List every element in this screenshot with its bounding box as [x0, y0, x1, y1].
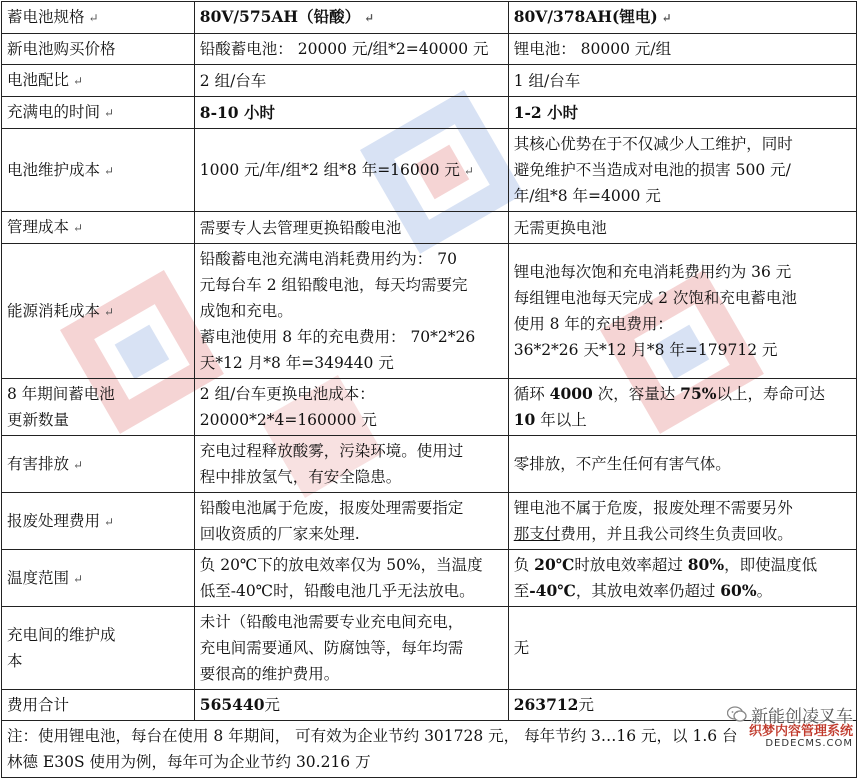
table-row [2, 436, 857, 493]
lead-value: 未计（铅酸电池需要专业充电间充电， 充电间需要通风、防腐蚀等，每年均需 要很高的维护费用。 [194, 607, 508, 690]
row-label: 费用合计 [2, 690, 195, 721]
row-label: 报废处理费用 ↵ [2, 493, 195, 550]
table-row [2, 721, 857, 778]
table-row [2, 379, 857, 436]
comparison-table [1, 1, 857, 778]
table-row [2, 65, 857, 97]
lead-value: 铅酸电池属于危废，报废处理需要指定 回收资质的厂家来处理. [194, 493, 508, 550]
table-row [2, 97, 857, 129]
lead-total: 565440元 [194, 690, 508, 721]
row-label: 8 年期间蓄电池 更新数量 [2, 379, 195, 436]
table-row [2, 607, 857, 690]
watermark-text: 新能创凌叉车 [751, 702, 853, 727]
row-label: 充满电的时间 ↵ [2, 97, 195, 129]
site-watermark: 织梦内容管理系统 DEDECMS.COM [748, 724, 853, 749]
lead-value: 2 组/台车 [194, 65, 508, 97]
lithium-value: 锂电池： 80000 元/组 [508, 34, 856, 65]
row-label: 管理成本 ↵ [2, 212, 195, 244]
table-row [2, 493, 857, 550]
row-label: 充电间的维护成 本 [2, 607, 195, 690]
lead-value: 铅酸蓄电池： 20000 元/组*2=40000 元 [194, 34, 508, 65]
lithium-value: 无需更换电池 [508, 212, 856, 244]
lithium-value: 循环 4000 次，容量达 75%以上，寿命可达 10 年以上 [508, 379, 856, 436]
lithium-value: 锂电池每次饱和充电消耗费用约为 36 元 每组锂电池每天完成 2 次饱和充电蓄电池 使用 8 年的充电费用： 36*2*26 天*12 月*8 年=179712 元 [508, 244, 856, 379]
table-row [2, 129, 857, 212]
lithium-value: 1-2 小时 [508, 97, 856, 129]
row-label: 新电池购买价格 [2, 34, 195, 65]
lead-value: 充电过程释放酸雾，污染环境。使用过 程中排放氢气，有安全隐患。 [194, 436, 508, 493]
lead-value: 8-10 小时 [194, 97, 508, 129]
lead-value: 负 20℃下的放电效率仅为 50%，当温度 低至-40℃时，铅酸电池几乎无法放电。 [194, 550, 508, 607]
row-label: 能源消耗成本 ↵ [2, 244, 195, 379]
lithium-value: 1 组/台车 [508, 65, 856, 97]
table-row [2, 34, 857, 65]
lithium-value: 无 [508, 607, 856, 690]
lead-value: 2 组/台车更换电池成本： 20000*2*4=160000 元 [194, 379, 508, 436]
lead-value: 需要专人去管理更换铅酸电池 [194, 212, 508, 244]
table-row [2, 550, 857, 607]
lithium-value: 零排放，不产生任何有害气体。 [508, 436, 856, 493]
table-row [2, 244, 857, 379]
row-label: 电池配比 ↵ [2, 65, 195, 97]
underlined-text: 那支付 [513, 525, 561, 543]
footnote: 注：使用锂电池，每台在使用 8 年期间， 可有效为企业节约 301728 元， 每年节约 3…16 元，以 1.6 台 林德 E30S 使用为例，每年可为企业节约 30.216 万 [2, 721, 857, 778]
lead-value: 铅酸蓄电池充满电消耗费用约为： 70 元每台车 2 组铅酸电池，每天均需要完 成饱和充电。 蓄电池使用 8 年的充电费用： 70*2*26 天*12 月*8 年=349440 元 [194, 244, 508, 379]
wechat-icon [727, 706, 747, 723]
lithium-value: 其核心优势在于不仅减少人工维护，同时 避免维护不当造成对电池的损害 500 元/ 年/组*8 年=4000 元 [508, 129, 856, 212]
row-label: 电池维护成本 ↵ [2, 129, 195, 212]
row-label: 有害排放 ↵ [2, 436, 195, 493]
lithium-value: 锂电池不属于危废，报废处理不需要另外 那支付费用，并且我公司终生负责回收。 [508, 493, 856, 550]
header-lithium-cell: 80V/378AH(锂电) ↵ [508, 2, 856, 34]
row-label: 温度范围 ↵ [2, 550, 195, 607]
header-lead-cell: 80V/575AH（铅酸） ↵ [194, 2, 508, 34]
lithium-total: 263712元 [508, 690, 856, 721]
table-row [2, 2, 857, 34]
table-row [2, 212, 857, 244]
header-spec-cell: 蓄电池规格 ↵ [2, 2, 195, 34]
lead-value: 1000 元/年/组*2 组*8 年=16000 元 ↵ [194, 129, 508, 212]
lithium-value: 负 20℃时放电效率超过 80%，即使温度低 至-40℃，其放电效率仍超过 60%。 [508, 550, 856, 607]
